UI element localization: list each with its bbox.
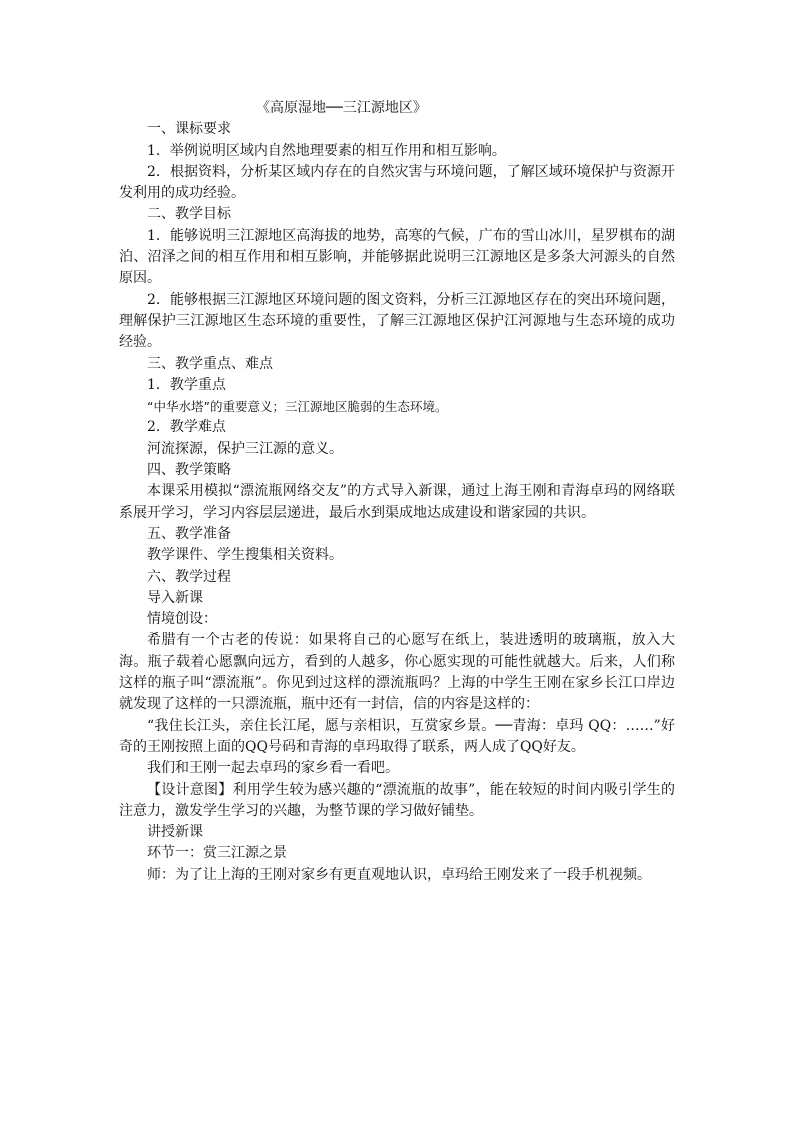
subheading: 2．教学难点: [147, 419, 226, 436]
document-title: 《高原湿地──三江源地区》: [256, 100, 427, 116]
subheading: 环节一：赏三江源之景: [147, 845, 287, 862]
subheading: 1．教学重点: [147, 376, 226, 393]
paragraph: 2．根据资料，分析某区域内存在的自然灾害与环境问题，了解区域环境保护与资源开发利用的成功经验。: [119, 163, 675, 202]
subheading: 讲授新课: [147, 824, 203, 841]
paragraph: 希腊有一个古老的传说：如果将自己的心愿写在纸上，装进透明的玻璃瓶，放入大海。瓶子载着心愿飘向远方，看到的人越多，你心愿实现的可能性就越大。后来，人们称这样的瓶子叫“漂流瓶”。你见到过这样的漂流瓶吗？上海的中学生王刚在家乡长江口岸边就发现了这样的一只漂流瓶，瓶中还有一封信，信的内容是这样的：: [119, 632, 675, 713]
section-heading-process: 六、教学过程: [147, 568, 231, 585]
section-heading-strategy: 四、教学策略: [147, 462, 231, 479]
paragraph: 河流探源，保护三江源的意义。: [147, 440, 343, 457]
paragraph: 1．举例说明区域内自然地理要素的相互作用和相互影响。: [147, 142, 506, 159]
document-page: [119, 98, 675, 886]
section-heading-preparation: 五、教学准备: [147, 525, 231, 542]
paragraph: “中华水塔”的重要意义；三江源地区脆弱的生态环境。: [147, 399, 448, 415]
paragraph: 1．能够说明三江源地区高海拔的地势，高寒的气候，广布的雪山冰川，星罗棋布的湖泊、沼泽之间的相互作用和相互影响，并能够据此说明三江源地区是多条大河源头的自然原因。: [119, 227, 675, 287]
subheading: 情境创设：: [147, 611, 217, 628]
section-heading-standards: 一、课标要求: [147, 121, 231, 138]
paragraph: 【设计意图】利用学生较为感兴趣的“漂流瓶的故事”，能在较短的时间内吸引学生的注意力，激发学生学习的兴趣，为整节课的学习做好铺垫。: [119, 781, 675, 819]
paragraph: 我们和王刚一起去卓玛的家乡看一看吧。: [147, 760, 399, 777]
paragraph: “我住长江头，亲住长江尾，愿与亲相识，互赏家乡景。──青海：卓玛 QQ：……”好奇的王刚按照上面的QQ号码和青海的卓玛取得了联系，两人成了QQ好友。: [119, 717, 675, 755]
paragraph: 本课采用模拟“漂流瓶网络交友”的方式导入新课，通过上海王刚和青海卓玛的网络联系展开学习，学习内容层层递进，最后水到渠成地达成建设和谐家园的共识。: [119, 483, 675, 521]
section-heading-goals: 二、教学目标: [147, 206, 231, 223]
paragraph: 2．能够根据三江源地区环境问题的图文资料，分析三江源地区存在的突出环境问题，理解保护三江源地区生态环境的重要性，了解三江源地区保护江河源地与生态环境的成功经验。: [119, 291, 675, 351]
subheading: 导入新课: [147, 589, 203, 606]
paragraph: 师：为了让上海的王刚对家乡有更直观地认识，卓玛给王刚发来了一段手机视频。: [147, 866, 651, 883]
section-heading-key-points: 三、教学重点、难点: [147, 355, 273, 372]
paragraph: 教学课件、学生搜集相关资料。: [147, 547, 343, 564]
